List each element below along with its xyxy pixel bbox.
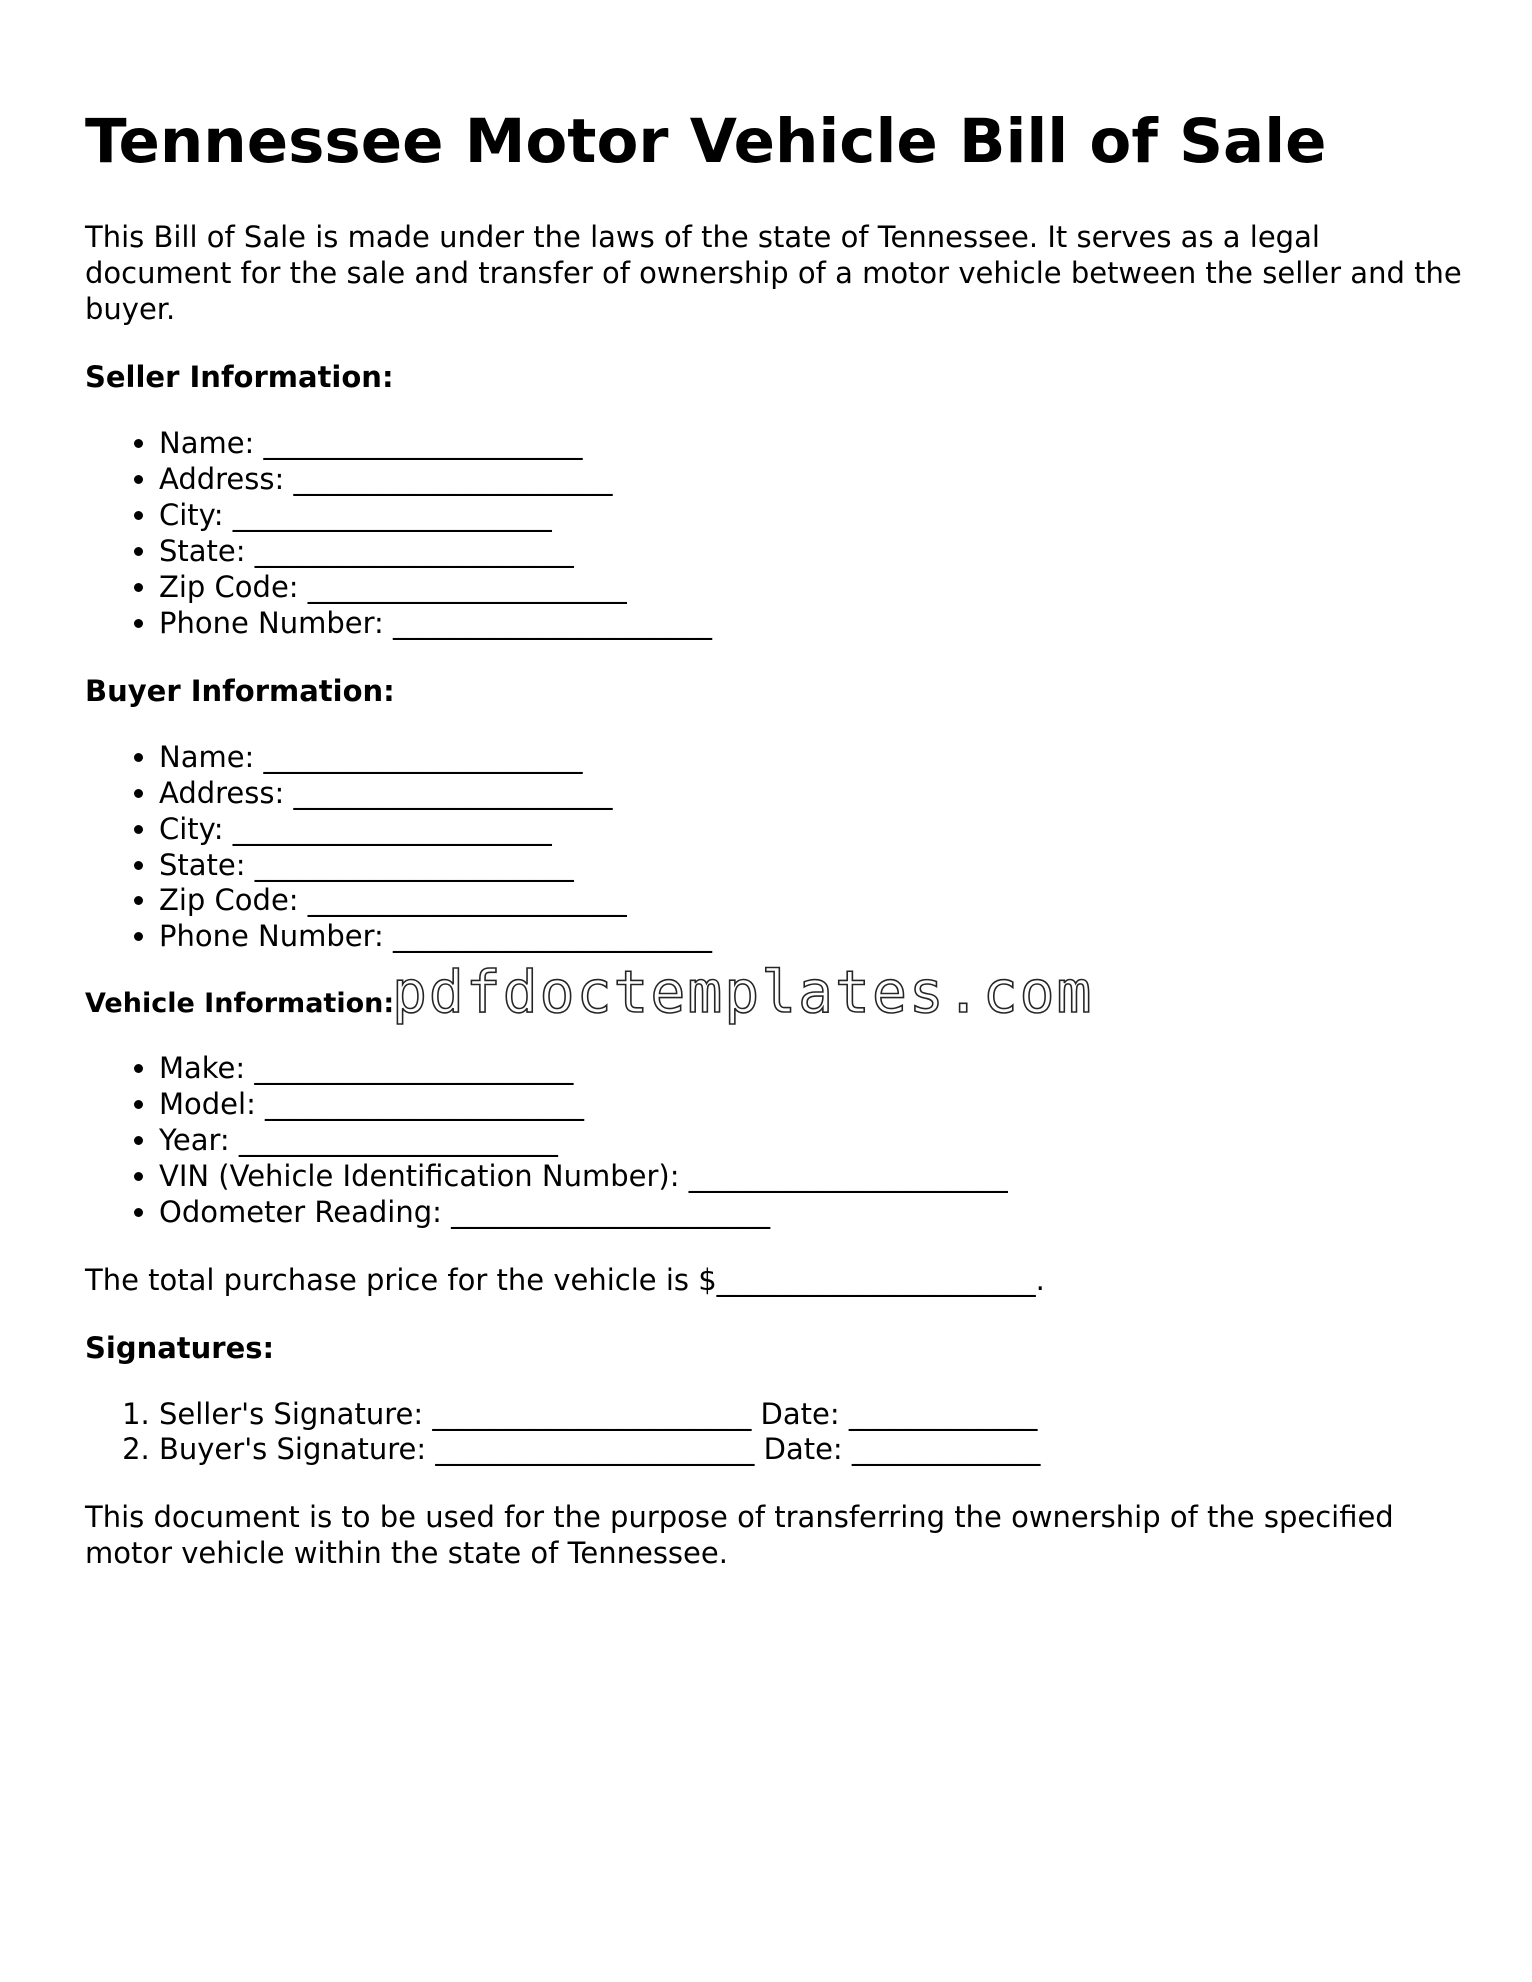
document-page	[85, 105, 1465, 1572]
seller-state-field: • State: ______________________	[159, 534, 1465, 570]
vehicle-make-field: • Make: ______________________	[159, 1051, 1465, 1087]
signature-list	[85, 1397, 1465, 1469]
seller-name-field: • Name: ______________________	[159, 426, 1465, 462]
buyer-state-field: • State: ______________________	[159, 848, 1465, 884]
vehicle-model-field: • Model: ______________________	[159, 1087, 1465, 1123]
seller-address-field: • Address: ______________________	[159, 462, 1465, 498]
seller-section-heading: Seller Information:	[85, 360, 394, 395]
seller-city-field: • City: ______________________	[159, 498, 1465, 534]
buyer-name-field: • Name: ______________________	[159, 740, 1465, 776]
buyer-signature-line: 2. Buyer's Signature: ______________________ Date: _____________	[159, 1432, 1465, 1468]
vehicle-vin-field: • VIN (Vehicle Identification Number): ______________________	[159, 1159, 1465, 1195]
vehicle-year-field: • Year: ______________________	[159, 1123, 1465, 1159]
watermark-label: pdfdoctemplates.com	[392, 958, 1094, 1026]
seller-signature-line: 1. Seller's Signature: ______________________ Date: _____________	[159, 1397, 1465, 1433]
seller-field-list	[85, 426, 1465, 642]
intro-paragraph: This Bill of Sale is made under the laws of the state of Tennessee. It serves as a legal document for the sale and transfer of ownership of a motor vehicle between the seller and the buyer.	[85, 220, 1462, 327]
vehicle-section-heading: Vehicle Information:	[85, 988, 395, 1020]
signatures-section-heading: Signatures:	[85, 1330, 275, 1365]
closing-paragraph: This document is to be used for the purpose of transferring the ownership of the specified motor vehicle within the state of Tennessee.	[85, 1500, 1394, 1571]
buyer-zip-field: • Zip Code: ______________________	[159, 883, 1465, 919]
seller-zip-field: • Zip Code: ______________________	[159, 570, 1465, 606]
document-title: Tennessee Motor Vehicle Bill of Sale	[85, 106, 1327, 177]
buyer-field-list	[85, 740, 1465, 956]
seller-phone-field: • Phone Number: ______________________	[159, 606, 1465, 642]
buyer-city-field: • City: ______________________	[159, 812, 1465, 848]
vehicle-odometer-field: • Odometer Reading: ______________________	[159, 1195, 1465, 1231]
watermark-text	[392, 958, 1093, 1026]
buyer-phone-field: • Phone Number: ______________________	[159, 919, 1465, 955]
vehicle-field-list	[85, 1051, 1465, 1231]
purchase-price-statement: The total purchase price for the vehicle is $______________________.	[85, 1262, 1045, 1297]
buyer-address-field: • Address: ______________________	[159, 776, 1465, 812]
buyer-section-heading: Buyer Information:	[85, 673, 395, 708]
